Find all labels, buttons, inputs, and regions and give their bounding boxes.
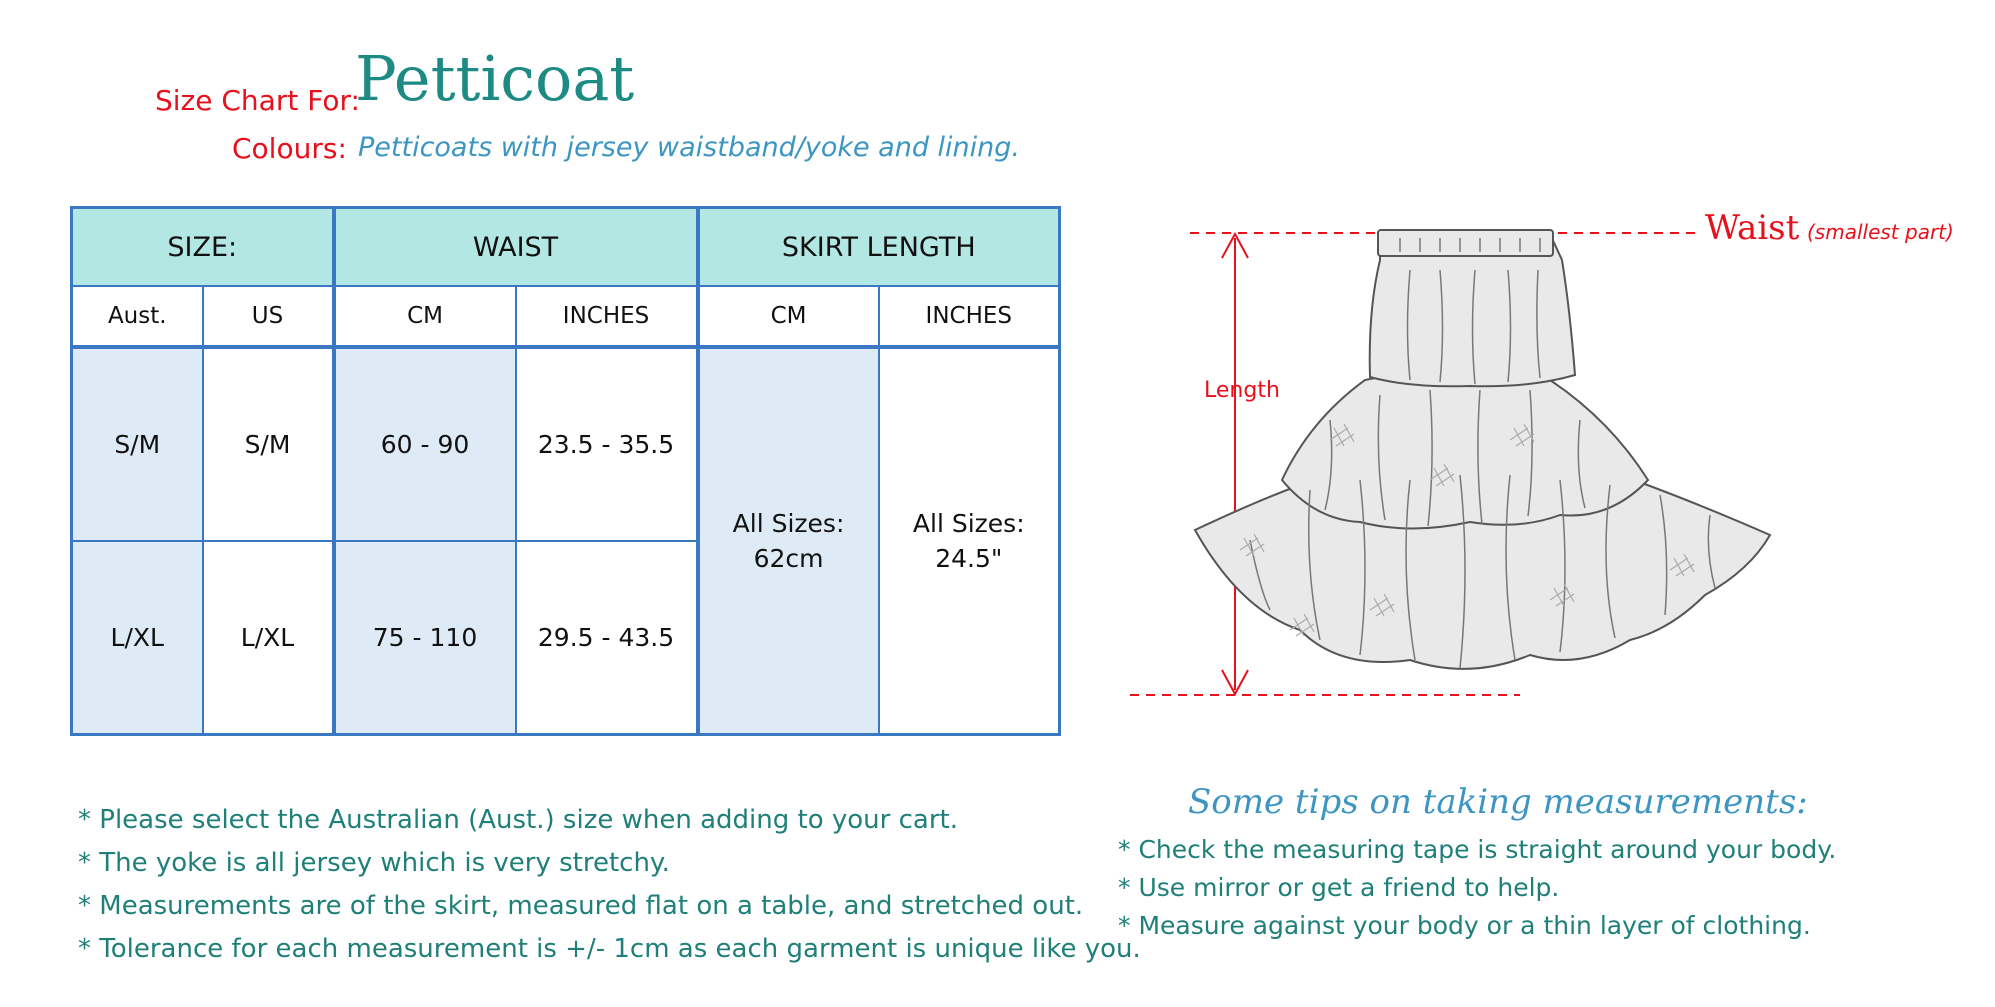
length-cm-cell <box>698 347 879 735</box>
waist-inches-cell: 29.5 - 43.5 <box>516 541 698 735</box>
tips-title: Some tips on taking measurements: <box>1188 782 1808 822</box>
petticoat-diagram <box>1130 190 1970 710</box>
waist-inches-cell: 23.5 - 35.5 <box>516 347 698 541</box>
us-size-cell: L/XL <box>203 541 334 735</box>
waist-inches-column-header: INCHES <box>516 286 698 347</box>
size-table <box>70 206 1061 736</box>
note-line: * The yoke is all jersey which is very stretchy. <box>78 848 670 878</box>
length-inches-line-1: All Sizes: <box>912 509 1025 538</box>
us-column-header: US <box>203 286 334 347</box>
tip-line: * Measure against your body or a thin layer of clothing. <box>1118 911 1811 940</box>
length-inches-column-header: INCHES <box>879 286 1060 347</box>
note-line: * Please select the Australian (Aust.) size when adding to your cart. <box>78 805 958 835</box>
size-chart-for-label: Size Chart For: <box>155 84 360 117</box>
length-label: Length <box>1204 378 1280 403</box>
length-cm-line-2: 62cm <box>753 544 824 573</box>
length-cm-line-1: All Sizes: <box>732 509 845 538</box>
table-row <box>72 347 1060 541</box>
waist-cm-cell: 60 - 90 <box>334 347 516 541</box>
note-line: * Tolerance for each measurement is +/- 1cm as each garment is unique like you. <box>78 934 1141 964</box>
aust-size-cell: L/XL <box>72 541 203 735</box>
size-group-header: SIZE: <box>72 208 334 287</box>
length-cm-column-header: CM <box>698 286 879 347</box>
colours-label: Colours: <box>232 132 347 165</box>
skirt-length-group-header: SKIRT LENGTH <box>698 208 1060 287</box>
aust-column-header: Aust. <box>72 286 203 347</box>
waist-note: (smallest part) <box>1807 220 1954 244</box>
waist-label: Waist <box>1705 208 1800 248</box>
tip-line: * Use mirror or get a friend to help. <box>1118 873 1560 902</box>
waist-group-header: WAIST <box>334 208 698 287</box>
aust-size-cell: S/M <box>72 347 203 541</box>
colours-value: Petticoats with jersey waistband/yoke and lining. <box>358 132 1021 163</box>
waist-cm-cell: 75 - 110 <box>334 541 516 735</box>
length-inches-line-2: 24.5" <box>935 544 1003 573</box>
petticoat-skirt-drawing <box>1195 230 1770 669</box>
product-title: Petticoat <box>355 42 635 115</box>
note-line: * Measurements are of the skirt, measured flat on a table, and stretched out. <box>78 891 1084 921</box>
us-size-cell: S/M <box>203 347 334 541</box>
waist-cm-column-header: CM <box>334 286 516 347</box>
length-inches-cell <box>879 347 1060 735</box>
tip-line: * Check the measuring tape is straight around your body. <box>1118 835 1837 864</box>
